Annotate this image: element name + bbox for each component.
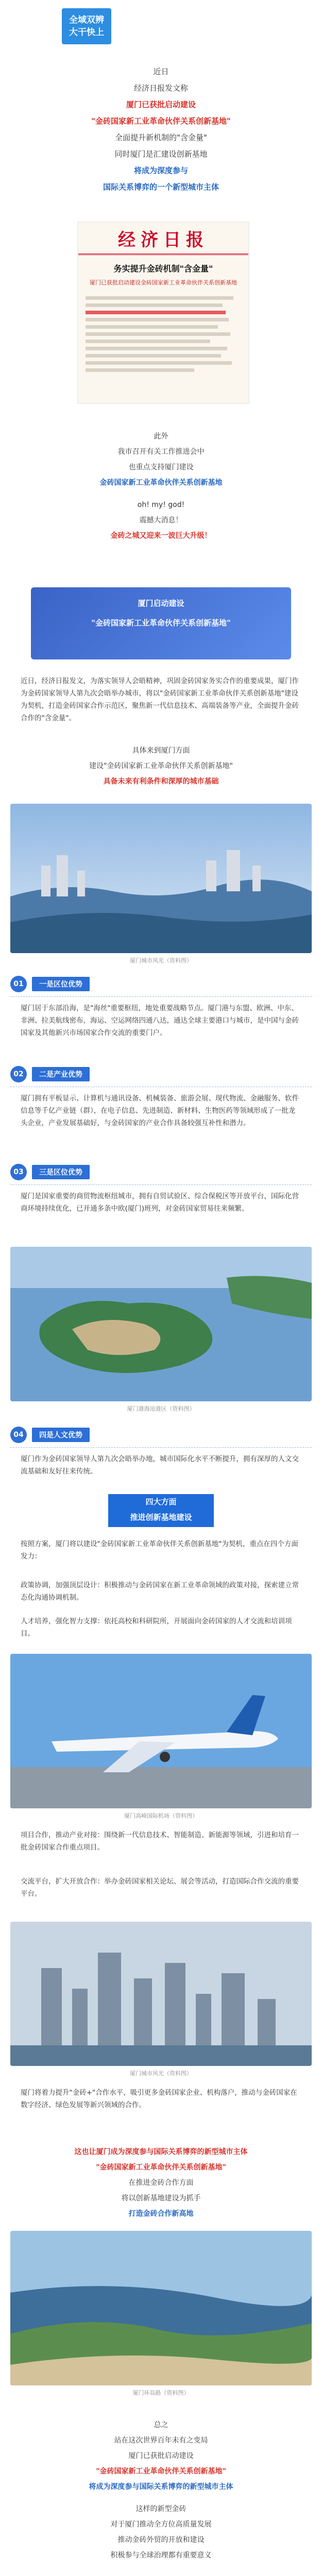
p-e: 交流平台，扩大开放合作：举办金砖国家相关论坛、展会等活动，打造国际合作交流的重要平台。 bbox=[21, 1877, 299, 1898]
closing-l8: 推动金砖外贸的开放和建设 bbox=[117, 2536, 205, 2544]
section-head-1 bbox=[10, 974, 312, 994]
newspaper-sub: 厦门已获批启动建设金砖国家新工业革命伙伴关系创新基地 bbox=[90, 279, 237, 286]
para1: 近日，经济日报发文，为落实领导人会晤精神，巩固金砖国家务实合作的重要成果，厦门作为金砖国家领导人第九次会晤举办城市，将以"金砖国家新工业革命伙伴关系创新基地"建设为契机，打造金砖国家合作示范区，聚焦新一代信息技术、高端装备等产业，全面提升金砖合作的"含金量"。 bbox=[21, 677, 299, 722]
para2-b: 建设"金砖国家新工业革命伙伴关系创新基地" bbox=[89, 762, 233, 770]
intro-l5: 全面提升新机制的"含金量" bbox=[115, 133, 207, 142]
closing-l2: 站在这次世界百年未有之变局 bbox=[114, 2436, 208, 2445]
banner-four-aspects bbox=[108, 1494, 214, 1527]
closing-l5: 将成为深度参与国际关系博弈的新型城市主体 bbox=[89, 2483, 233, 2491]
closing-l3: 厦门已获批启动建设 bbox=[128, 2452, 194, 2460]
section-label-1: 一是区位优势 bbox=[32, 977, 90, 991]
section-num-2: 02 bbox=[10, 1066, 27, 1082]
caption5: 厦门环岛路（资料图） bbox=[132, 2389, 190, 2396]
caption3: 厦门高崎国际机场（资料图） bbox=[124, 1812, 198, 1819]
closing-l1: 总之 bbox=[154, 2421, 168, 2429]
intro-l7: 将成为深度参与 bbox=[133, 166, 188, 175]
closing-l9: 积极参与全球治理都有重要意义 bbox=[110, 2551, 212, 2560]
highlight-l3: 在推进金砖合作方面 bbox=[128, 2179, 194, 2187]
section-head-4 bbox=[10, 1425, 312, 1445]
closing-l7: 对于厦门推动全方位高质量发展 bbox=[110, 2520, 212, 2529]
p-f: 厦门将着力提升"金砖+"合作水平，吸引更多金砖国家企业、机构落户，推动与金砖国家在数字经济、绿色发展等新兴领域的合作。 bbox=[21, 2089, 297, 2109]
divider bbox=[10, 996, 312, 997]
highlight-l1: 这也让厦门成为深度参与国际关系博弈的新型城市主体 bbox=[74, 2148, 248, 2156]
mid-block bbox=[0, 428, 322, 545]
closing-l4: "金砖国家新工业革命伙伴关系创新基地" bbox=[96, 2467, 226, 2476]
s3-text: 厦门是国家重要的商贸物流枢纽城市，拥有自贸试验区、综合保税区等开放平台，国际化营商环境持续优化，已开通多条中欧(厦门)班列，对金砖国家贸易往来频繁。 bbox=[21, 1192, 299, 1213]
photo-city-1 bbox=[10, 804, 312, 953]
newspaper-masthead: 经济日报 bbox=[78, 223, 248, 255]
photo-island bbox=[10, 1247, 312, 1401]
para2-c: 具备未来有利条件和深厚的城市基础 bbox=[103, 777, 219, 786]
p-c: 人才培养，强化智力支撑：依托高校和科研院所，开展面向金砖国家的人才交流和培训项目。 bbox=[21, 1617, 292, 1638]
intro-block bbox=[0, 62, 322, 197]
highlight-l4: 将以创新基地建设为抓手 bbox=[121, 2194, 201, 2202]
section-head-2 bbox=[10, 1064, 312, 1084]
s4-text: 厦门作为金砖国家领导人第九次会晤举办地，城市国际化水平不断提升，拥有深厚的人文交流基础和友好往来传统。 bbox=[21, 1455, 299, 1476]
intro-l1: 近日 bbox=[153, 67, 169, 76]
badge-line1: 全域双辨 bbox=[69, 15, 104, 25]
highlight-block bbox=[0, 2143, 322, 2223]
p-a: 按照方案，厦门将以建设"金砖国家新工业革命伙伴关系创新基地"为契机，重点在四个方面发力： bbox=[21, 1540, 298, 1561]
highlight-l5: 打造金砖合作新高地 bbox=[128, 2210, 194, 2218]
p-b: 政策协调，加强顶层设计：积极推动与金砖国家在新工业革命领域的政策对接，探索建立常态化沟通协调机制。 bbox=[21, 1581, 299, 1602]
section-num-3: 03 bbox=[10, 1164, 27, 1180]
divider bbox=[10, 1184, 312, 1185]
closing-block bbox=[0, 2416, 322, 2565]
caption1: 厦门城市风光（资料图） bbox=[130, 957, 192, 964]
p-d: 项目合作，推动产业对接：围绕新一代信息技术、智能制造、新能源等领域，引进和培育一批金砖国家合作重点项目。 bbox=[21, 1831, 299, 1852]
section-label-2: 二是产业优势 bbox=[32, 1067, 90, 1081]
mid-l2: 我市召开有关工作推进会中 bbox=[117, 448, 205, 456]
closing-l6: 这样的新型金砖 bbox=[135, 2505, 187, 2513]
para2-a: 具体来到厦门方面 bbox=[132, 747, 190, 755]
mid-l6: 震撼大消息！ bbox=[139, 516, 183, 524]
section-head-3 bbox=[10, 1162, 312, 1182]
intro-l8: 国际关系博弈的一个新型城市主体 bbox=[103, 182, 219, 192]
mid-l1: 此外 bbox=[154, 432, 168, 440]
banner1-title: 厦门启动建设 bbox=[138, 599, 184, 608]
newspaper-headline: 务实提升金砖机制"含金量" bbox=[113, 264, 213, 274]
header-badge bbox=[62, 8, 111, 44]
section-num-4: 04 bbox=[10, 1427, 27, 1443]
intro-l4: "金砖国家新工业革命伙伴关系创新基地" bbox=[91, 116, 231, 126]
newspaper-clip bbox=[77, 222, 249, 404]
caption2: 厦门港海沧港区（资料图） bbox=[127, 1405, 195, 1412]
divider bbox=[10, 1447, 312, 1448]
intro-l2: 经济日报发文称 bbox=[133, 83, 188, 93]
photo-coastline bbox=[10, 2231, 312, 2385]
photo-city-2 bbox=[10, 1922, 312, 2066]
intro-l3: 厦门已获批启动建设 bbox=[126, 100, 196, 109]
section-label-4: 四是人文优势 bbox=[32, 1428, 90, 1442]
mid-l3: 也重点支持厦门建设 bbox=[128, 463, 194, 471]
para2-block bbox=[0, 742, 322, 791]
s2-text: 厦门拥有平板显示、计算机与通讯设备、机械装备、旅游会展、现代物流、金融服务、软件信息等千亿产业链（群），在电子信息、先进制造、新材料、生物医药等领域形成了一批龙头企业，产业发展基础好，与金砖国家的产业合作具备较强互补性和潜力。 bbox=[21, 1094, 299, 1127]
banner4-l2: 推进创新基地建设 bbox=[130, 1513, 192, 1522]
mid-l5: oh! my! god! bbox=[137, 501, 185, 509]
section-label-3: 三是区位优势 bbox=[32, 1165, 90, 1179]
badge-line2: 大干快上 bbox=[69, 27, 104, 38]
banner4-l1: 四大方面 bbox=[145, 1497, 177, 1506]
newspaper-text-lines bbox=[78, 286, 248, 382]
banner1-subtitle: "金砖国家新工业革命伙伴关系创新基地" bbox=[91, 618, 231, 628]
mid-l7: 金砖之城又迎来一波巨大升级！ bbox=[110, 532, 212, 540]
photo-airplane bbox=[10, 1654, 312, 1808]
mid-l4: 金砖国家新工业革命伙伴关系创新基地 bbox=[99, 479, 223, 487]
s1-text: 厦门居于东部沿海，是"海丝"重要枢纽，地处重要战略节点。厦门港与东盟、欧洲、中东、非洲、拉美航线密布，海运、空运网络四通八达，通达全球主要港口与城市，是中国与金砖国家及其他新兴市场国家合作交流的重要门户。 bbox=[21, 1004, 299, 1037]
section-banner-1 bbox=[31, 587, 291, 659]
highlight-l2: "金砖国家新工业革命伙伴关系创新基地" bbox=[96, 2163, 226, 2172]
section-num-1: 01 bbox=[10, 976, 27, 992]
caption4: 厦门城市风光（资料图） bbox=[130, 2070, 192, 2077]
intro-l6: 同时厦门是汇建设创新基地 bbox=[114, 149, 208, 159]
